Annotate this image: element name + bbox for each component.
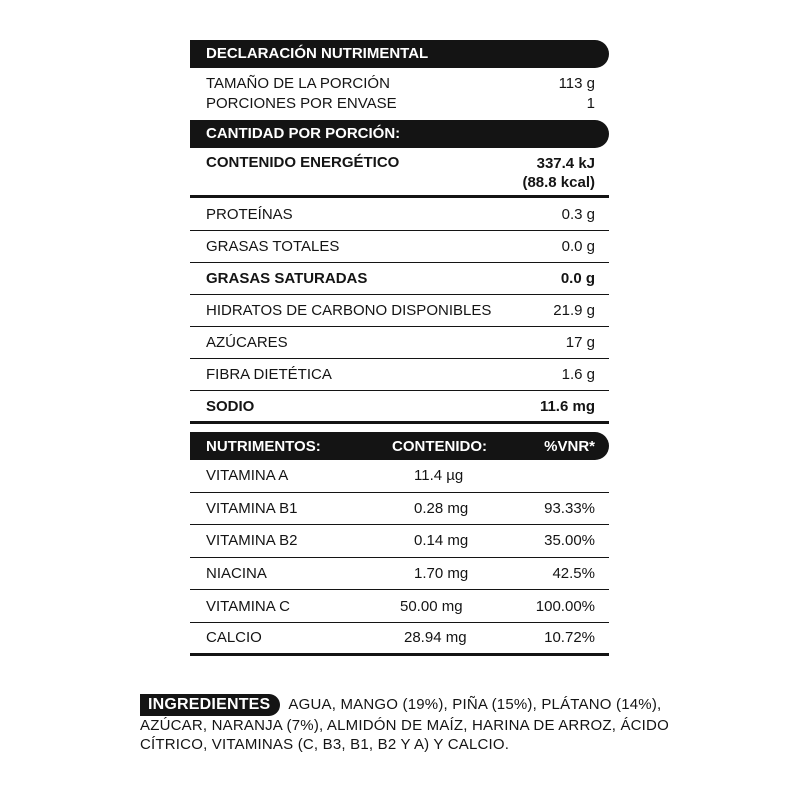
micronutrient-name: VITAMINA C: [206, 597, 290, 615]
nutrient-label: AZÚCARES: [206, 334, 288, 351]
micronutrient-vnr: 93.33%: [544, 499, 595, 517]
micronutrient-row: [190, 590, 609, 623]
micronutrients-col-vnr: %VNR*: [544, 437, 595, 455]
nutrient-label: HIDRATOS DE CARBONO DISPONIBLES: [206, 302, 492, 319]
serving-size-row: [190, 73, 609, 93]
nutrient-row: [190, 198, 609, 231]
nutrient-row: [190, 391, 609, 424]
micronutrient-content: 11.4 µg: [414, 467, 464, 485]
micronutrients-col-content: CONTENIDO:: [392, 437, 487, 455]
nutrient-row: [190, 327, 609, 359]
nutrient-row: [190, 295, 609, 327]
nutrient-label: GRASAS SATURADAS: [206, 270, 368, 287]
micronutrient-row: [190, 493, 609, 526]
micronutrient-row: [190, 623, 609, 656]
micronutrient-name: VITAMINA B1: [206, 499, 298, 517]
ingredients-text: AGUA, MANGO (19%), PIÑA (15%), PLÁTANO (14%), AZÚCAR, NARANJA (7%), ALMIDÓN DE MAÍZ, HARINA DE ARROZ, ÁCIDO CÍTRICO, VITAMINAS (C, B3, B1, B2 Y A) Y CALCIO.: [140, 696, 669, 753]
ingredients-label: INGREDIENTES: [140, 694, 280, 716]
energy-row: [190, 148, 609, 198]
serving-info: [190, 68, 609, 120]
nutrient-value: 0.0 g: [561, 238, 595, 255]
nutrition-facts-panel: [190, 40, 609, 656]
micronutrient-row: [190, 525, 609, 558]
servings-per-container-value: 1: [586, 94, 595, 112]
nutrient-value: 21.9 g: [553, 302, 595, 319]
energy-kcal: (88.8 kcal): [522, 174, 595, 191]
micronutrient-vnr: 10.72%: [544, 629, 595, 647]
micronutrients-table: [190, 460, 609, 656]
micronutrient-content: 50.00 mg: [400, 597, 463, 615]
micronutrient-vnr: 100.00%: [535, 597, 595, 615]
nutrient-label: GRASAS TOTALES: [206, 238, 340, 255]
serving-size-label: TAMAÑO DE LA PORCIÓN: [206, 74, 390, 92]
micronutrient-name: CALCIO: [206, 629, 262, 647]
micronutrient-content: 28.94 mg: [404, 629, 467, 647]
serving-size-value: 113 g: [558, 74, 595, 92]
nutrient-row: [190, 231, 609, 263]
ingredients-section: [140, 694, 670, 754]
per-serving-title: CANTIDAD POR PORCIÓN:: [206, 125, 401, 142]
nutrient-value: 0.3 g: [561, 205, 595, 223]
micronutrient-vnr: 35.00%: [544, 532, 595, 550]
nutrient-label: SODIO: [206, 397, 255, 415]
micronutrient-name: VITAMINA B2: [206, 532, 298, 550]
per-serving-header: [190, 120, 609, 148]
energy-label: CONTENIDO ENERGÉTICO: [206, 154, 400, 171]
micronutrient-row: [190, 558, 609, 591]
nutrient-label: FIBRA DIETÉTICA: [206, 366, 332, 383]
nutrient-value: 11.6 mg: [539, 397, 595, 415]
energy-value: [522, 154, 595, 192]
nutrient-row: [190, 263, 609, 295]
micronutrient-name: VITAMINA A: [206, 467, 289, 485]
nutrients-list: [190, 198, 609, 424]
micronutrient-content: 0.28 mg: [414, 499, 469, 517]
nutrient-value: 0.0 g: [560, 270, 595, 287]
nutrition-declaration-header: [190, 40, 609, 68]
nutrient-value: 1.6 g: [561, 366, 595, 383]
micronutrient-content: 0.14 mg: [414, 532, 469, 550]
energy-kj: 337.4 kJ: [536, 155, 595, 172]
nutrient-row: [190, 359, 609, 391]
servings-per-container-row: [190, 93, 609, 113]
micronutrient-row: [190, 460, 609, 493]
nutrient-value: 17 g: [565, 334, 595, 351]
nutrient-label: PROTEÍNAS: [206, 205, 293, 223]
micronutrient-name: NIACINA: [206, 565, 267, 583]
micronutrient-vnr: 42.5%: [552, 565, 595, 583]
micronutrient-content: 1.70 mg: [414, 565, 469, 583]
micronutrients-header: [190, 432, 609, 460]
micronutrients-col-name: NUTRIMENTOS:: [206, 437, 321, 455]
servings-per-container-label: PORCIONES POR ENVASE: [206, 94, 397, 112]
nutrition-declaration-title: DECLARACIÓN NUTRIMENTAL: [206, 45, 429, 62]
